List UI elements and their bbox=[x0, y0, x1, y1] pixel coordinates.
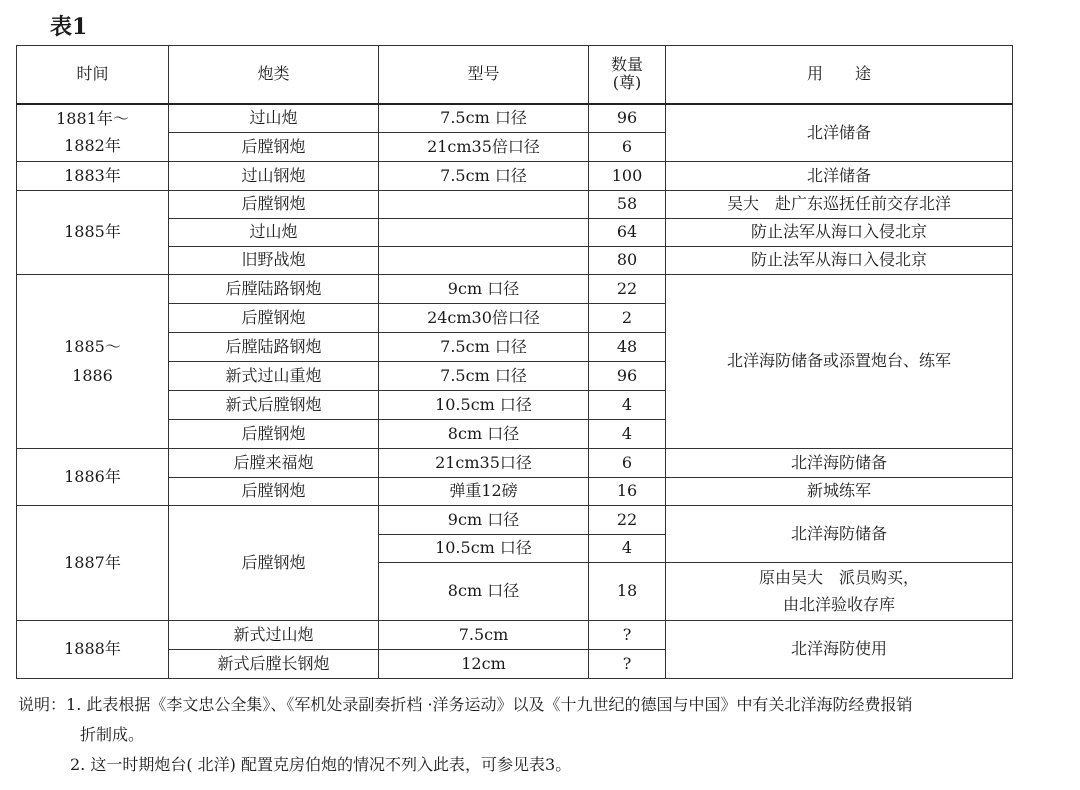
cell-model: 10.5cm 口径 bbox=[379, 535, 589, 563]
table-row bbox=[17, 621, 1013, 650]
cell-qty: ? bbox=[589, 650, 666, 679]
cell-use bbox=[666, 563, 1013, 621]
table-row bbox=[17, 506, 1013, 535]
cell-model: 7.5cm bbox=[379, 621, 589, 650]
cell-model: 7.5cm 口径 bbox=[379, 162, 589, 191]
cell-use: 防止法军从海口入侵北京 bbox=[666, 247, 1013, 275]
cell-qty: 96 bbox=[589, 104, 666, 133]
cell-time-line1: 1881年～ bbox=[56, 109, 129, 129]
table-row bbox=[17, 162, 1013, 191]
cell-model bbox=[379, 247, 589, 275]
cell-qty: 18 bbox=[589, 563, 666, 621]
cell-qty: ? bbox=[589, 621, 666, 650]
cell-qty: 100 bbox=[589, 162, 666, 191]
cell-type: 过山炮 bbox=[169, 104, 379, 133]
cell-type: 新式后膛钢炮 bbox=[169, 391, 379, 420]
cell-model: 12cm bbox=[379, 650, 589, 679]
cell-type: 后膛钢炮 bbox=[169, 191, 379, 219]
cell-model: 7.5cm 口径 bbox=[379, 362, 589, 391]
notes bbox=[18, 690, 1068, 780]
cell-type: 后膛陆路钢炮 bbox=[169, 275, 379, 304]
cell-type: 过山炮 bbox=[169, 219, 379, 247]
cell-time: 1888年 bbox=[17, 621, 169, 679]
header-qty bbox=[589, 46, 666, 104]
cell-model: 10.5cm 口径 bbox=[379, 391, 589, 420]
cell-time-line2: 1882年 bbox=[64, 135, 121, 155]
cell-qty: 22 bbox=[589, 506, 666, 535]
cell-qty: 16 bbox=[589, 478, 666, 506]
cell-type: 后膛陆路钢炮 bbox=[169, 333, 379, 362]
table-row bbox=[17, 104, 1013, 133]
cell-type: 后膛钢炮 bbox=[169, 506, 379, 621]
cell-use: 新城练军 bbox=[666, 478, 1013, 506]
cell-qty: 4 bbox=[589, 420, 666, 449]
cell-model: 21cm35口径 bbox=[379, 449, 589, 478]
cell-time bbox=[17, 104, 169, 162]
header-qty-line1: 数量 bbox=[610, 54, 643, 74]
cell-model: 7.5cm 口径 bbox=[379, 104, 589, 133]
cell-model: 弹重12磅 bbox=[379, 478, 589, 506]
cell-use: 北洋海防储备 bbox=[666, 449, 1013, 478]
cell-type: 新式过山炮 bbox=[169, 621, 379, 650]
cell-model: 8cm 口径 bbox=[379, 563, 589, 621]
cell-model: 21cm35倍口径 bbox=[379, 133, 589, 162]
cell-model: 9cm 口径 bbox=[379, 506, 589, 535]
cell-use-line2: 由北洋验收存库 bbox=[782, 594, 895, 614]
cell-type: 后膛钢炮 bbox=[169, 304, 379, 333]
cell-model: 9cm 口径 bbox=[379, 275, 589, 304]
cell-qty: 22 bbox=[589, 275, 666, 304]
cell-qty: 58 bbox=[589, 191, 666, 219]
cell-time: 1883年 bbox=[17, 162, 169, 191]
cell-use: 北洋海防储备或添置炮台、练军 bbox=[666, 275, 1013, 449]
cell-type: 新式过山重炮 bbox=[169, 362, 379, 391]
cell-qty: 48 bbox=[589, 333, 666, 362]
cell-model: 8cm 口径 bbox=[379, 420, 589, 449]
cell-model bbox=[379, 219, 589, 247]
cell-time bbox=[17, 275, 169, 449]
table-row bbox=[17, 275, 1013, 304]
cell-time-line1: 1885～ bbox=[64, 337, 121, 357]
cell-use-line1: 原由吴大 派员购买， bbox=[758, 568, 919, 588]
header-time: 时间 bbox=[17, 46, 169, 104]
header-row bbox=[17, 46, 1013, 104]
header-qty-line2: (尊) bbox=[612, 73, 642, 93]
cell-use: 吴大 赴广东巡抚任前交存北洋 bbox=[666, 191, 1013, 219]
cell-use: 北洋储备 bbox=[666, 104, 1013, 162]
cell-qty: 2 bbox=[589, 304, 666, 333]
artillery-table bbox=[16, 45, 1013, 679]
notes-label: 说明： bbox=[18, 695, 67, 714]
cell-qty: 6 bbox=[589, 133, 666, 162]
cell-type: 旧野战炮 bbox=[169, 247, 379, 275]
cell-time: 1885年 bbox=[17, 191, 169, 275]
cell-type: 后膛钢炮 bbox=[169, 420, 379, 449]
header-use: 用 途 bbox=[666, 46, 1013, 104]
cell-time: 1887年 bbox=[17, 506, 169, 621]
cell-model: 7.5cm 口径 bbox=[379, 333, 589, 362]
cell-qty: 6 bbox=[589, 449, 666, 478]
cell-use: 北洋海防储备 bbox=[666, 506, 1013, 563]
cell-qty: 96 bbox=[589, 362, 666, 391]
cell-model: 24cm30倍口径 bbox=[379, 304, 589, 333]
table-title: 表1 bbox=[50, 14, 88, 40]
cell-time-line2: 1886 bbox=[72, 365, 113, 385]
cell-qty: 80 bbox=[589, 247, 666, 275]
note-1 bbox=[18, 690, 1068, 720]
cell-use: 防止法军从海口入侵北京 bbox=[666, 219, 1013, 247]
note-1-continued: 折制成。 bbox=[80, 725, 145, 744]
cell-type: 新式后膛长钢炮 bbox=[169, 650, 379, 679]
note-1-text: 1. 此表根据《李文忠公全集》、《军机处录副奏折档 ·洋务运动》以及《十九世纪的德国与中国》中有关北洋海防经费报销 bbox=[66, 695, 913, 714]
cell-use: 北洋储备 bbox=[666, 162, 1013, 191]
cell-type: 后膛钢炮 bbox=[169, 133, 379, 162]
cell-qty: 64 bbox=[589, 219, 666, 247]
cell-model bbox=[379, 191, 589, 219]
cell-type: 过山钢炮 bbox=[169, 162, 379, 191]
header-type: 炮类 bbox=[169, 46, 379, 104]
cell-type: 后膛钢炮 bbox=[169, 478, 379, 506]
table-row bbox=[17, 449, 1013, 478]
cell-qty: 4 bbox=[589, 535, 666, 563]
cell-time: 1886年 bbox=[17, 449, 169, 506]
note-2: 2. 这一时期炮台( 北洋) 配置克房伯炮的情况不列入此表，可参见表3。 bbox=[70, 755, 572, 774]
header-model: 型号 bbox=[379, 46, 589, 104]
cell-qty: 4 bbox=[589, 391, 666, 420]
cell-use: 北洋海防使用 bbox=[666, 621, 1013, 679]
cell-type: 后膛来福炮 bbox=[169, 449, 379, 478]
table-row bbox=[17, 191, 1013, 219]
